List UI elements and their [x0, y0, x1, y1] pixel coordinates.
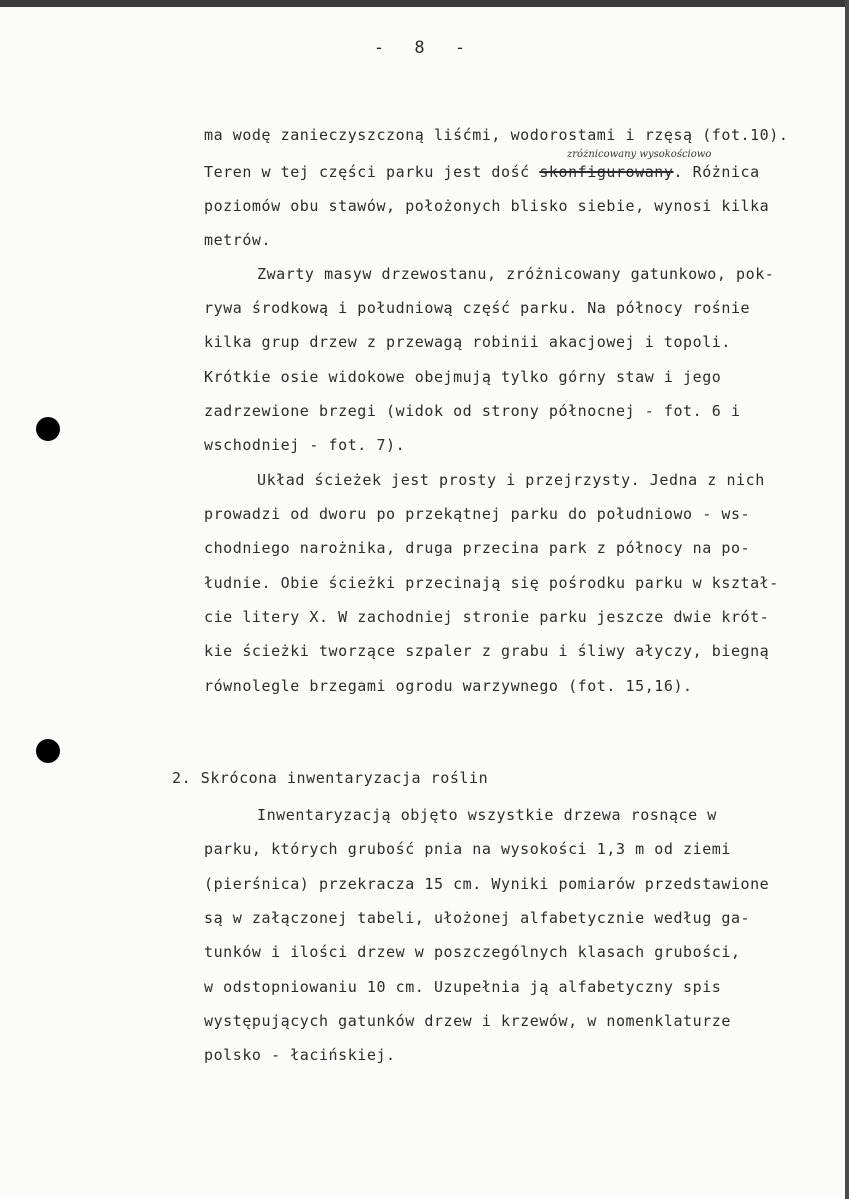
section-heading: 2. Skrócona inwentaryzacja roślin	[172, 769, 489, 787]
scan-top-edge	[0, 0, 849, 7]
scan-right-edge	[845, 0, 849, 1199]
text-line: Inwentaryzacją objęto wszystkie drzewa rosnące w	[257, 806, 717, 824]
text-line	[204, 162, 760, 182]
text-line: zadrzewione brzegi (widok od strony północnej - fot. 6 i	[204, 402, 741, 420]
text-line: są w załączonej tabeli, ułożonej alfabetycznie według ga-	[204, 909, 751, 927]
text-line: Zwarty masyw drzewostanu, zróżnicowany gatunkowo, pok-	[257, 265, 775, 283]
text-line: w odstopniowaniu 10 cm. Uzupełnia ją alfabetyczny spis	[204, 978, 722, 996]
text-line: poziomów obu stawów, położonych blisko siebie, wynosi kilka	[204, 197, 770, 215]
page-number: - 8 -	[373, 38, 476, 58]
text-line: kie ścieżki tworzące szpaler z grabu i śliwy ałyczy, biegną	[204, 642, 770, 660]
text-line: ma wodę zanieczyszczoną liśćmi, wodorostami i rzęsą (fot.10).	[204, 126, 789, 144]
handwritten-insertion: zróżnicowany wysokościowo	[567, 149, 712, 160]
struck-word: skonfigurowany	[539, 163, 674, 181]
text-line: metrów.	[204, 231, 272, 249]
text-line: występujących gatunków drzew i krzewów, w nomenklaturze	[204, 1012, 731, 1030]
text-line: (pierśnica) przekracza 15 cm. Wyniki pomiarów przedstawione	[204, 875, 770, 893]
text-line: tunków i ilości drzew w poszczególnych klasach grubości,	[204, 943, 741, 961]
text-line: prowadzi od dworu po przekątnej parku do południowo - ws-	[204, 505, 751, 523]
text-line: parku, których grubość pnia na wysokości 1,3 m od ziemi	[204, 840, 731, 858]
text-line: kilka grup drzew z przewagą robinii akacjowej i topoli.	[204, 333, 731, 351]
punch-hole	[36, 417, 60, 441]
text-line: rywa środkową i południową część parku. Na północy rośnie	[204, 299, 751, 317]
text-line: Układ ścieżek jest prosty i przejrzysty. Jedna z nich	[257, 471, 765, 489]
punch-hole	[36, 739, 60, 763]
text-segment: . Różnica	[673, 163, 760, 181]
text-line: łudnie. Obie ścieżki przecinają się pośrodku parku w kształ-	[204, 574, 779, 592]
text-line: równolegle brzegami ogrodu warzywnego (fot. 15,16).	[204, 677, 693, 695]
text-line: chodniego narożnika, druga przecina park z północy na po-	[204, 539, 751, 557]
text-line: polsko - łacińskiej.	[204, 1046, 396, 1064]
text-line: cie litery X. W zachodniej stronie parku jeszcze dwie krót-	[204, 608, 770, 626]
text-line: Krótkie osie widokowe obejmują tylko górny staw i jego	[204, 368, 722, 386]
text-line: wschodniej - fot. 7).	[204, 436, 406, 454]
text-segment: Teren w tej części parku jest dość	[204, 163, 540, 181]
